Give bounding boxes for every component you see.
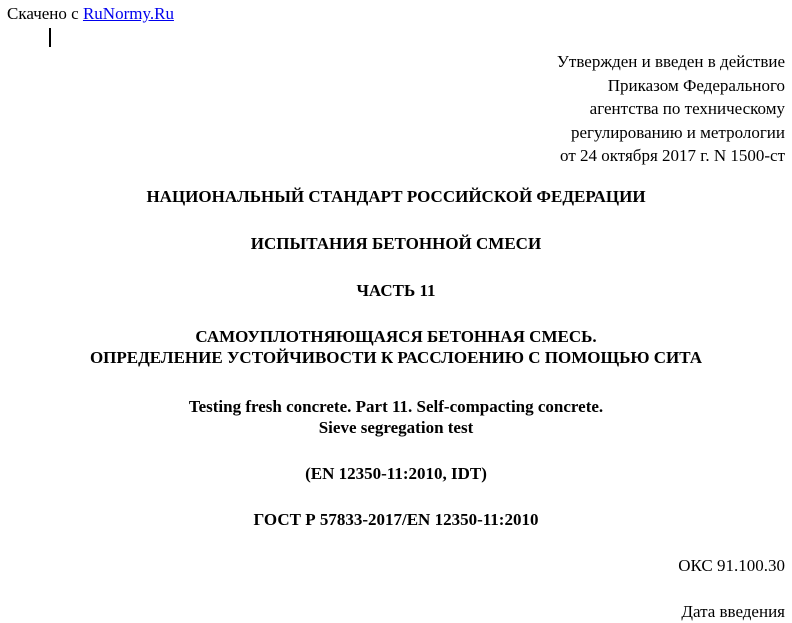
source-prefix: Скачено с [7,4,83,23]
designation [0,509,792,530]
approval-line: агентства по техническому [589,99,785,118]
document-part [0,280,792,301]
source-link[interactable]: RuNormy.Ru [82,4,174,23]
subtitle-line: ОПРЕДЕЛЕНИЕ УСТОЙЧИВОСТИ К РАССЛОЕНИЮ С ПОМОЩЬЮ СИТА [89,348,703,367]
standard-type [0,186,792,207]
english-title [0,396,792,438]
subtitle-line: САМОУПЛОТНЯЮЩАЯСЯ БЕТОННАЯ СМЕСЬ. [195,327,597,346]
approval-line: от 24 октября 2017 г. N 1500-ст [560,146,785,165]
text-cursor [49,28,51,47]
designation-text: ГОСТ Р 57833-2017/EN 12350-11:2010 [253,510,539,529]
equivalence-text: (EN 12350-11:2010, IDT) [305,464,487,483]
equivalence [0,463,792,484]
oks-code: ОКС 91.100.30 [678,556,785,575]
document-title [0,233,792,254]
document-part-text: ЧАСТЬ 11 [356,281,436,300]
approval-line: Утвержден и введен в действие [556,52,785,71]
source-line [7,4,174,24]
approval-line: регулированию и метрологии [570,122,785,142]
document-title-text: ИСПЫТАНИЯ БЕТОННОЙ СМЕСИ [250,234,542,253]
document-subtitle [0,326,792,368]
approval-line: Приказом Федерального [607,75,785,95]
standard-type-text: НАЦИОНАЛЬНЫЙ СТАНДАРТ РОССИЙСКОЙ ФЕДЕРАЦИИ [146,187,646,206]
intro-date-label: Дата введения [681,602,785,621]
approval-block [557,50,785,168]
english-title-line: Testing fresh concrete. Part 11. Self-compacting concrete. [188,397,604,416]
english-title-line: Sieve segregation test [318,418,474,437]
